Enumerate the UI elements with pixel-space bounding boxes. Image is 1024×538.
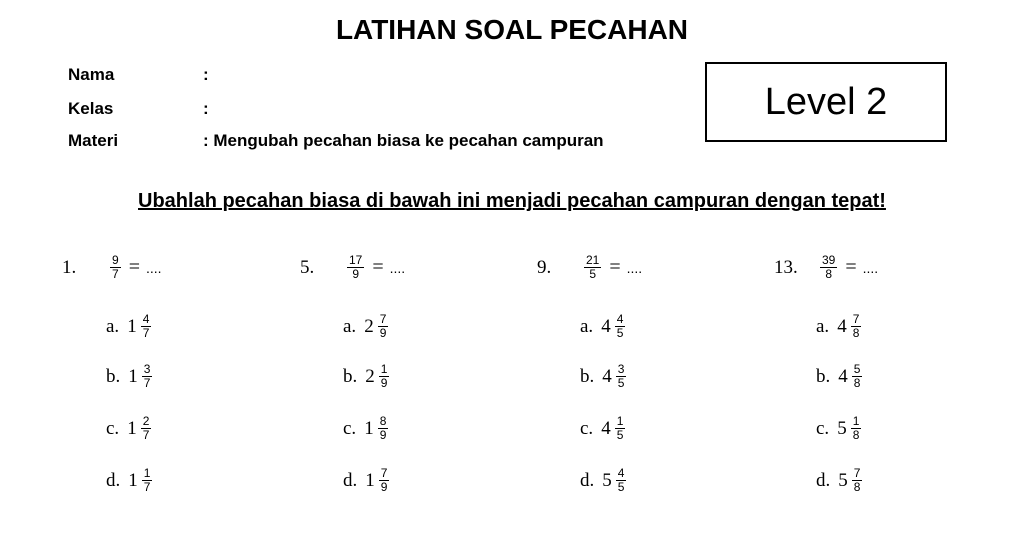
denominator: 5	[617, 480, 625, 494]
denominator: 5	[616, 428, 624, 442]
question-number: 13.	[774, 256, 798, 278]
numerator: 1	[143, 466, 151, 480]
answer-option[interactable]	[343, 415, 392, 442]
equals-sign: =	[372, 256, 384, 278]
option-whole-number: 4	[837, 315, 847, 337]
option-whole-number: 4	[838, 365, 848, 387]
worksheet-title: LATIHAN SOAL PECAHAN	[335, 14, 689, 45]
denominator: 9	[380, 480, 388, 494]
answer-option[interactable]	[580, 313, 629, 340]
option-whole-number: 1	[127, 315, 137, 337]
option-letter: c.	[816, 417, 830, 439]
option-whole-number: 5	[838, 469, 848, 491]
option-whole-number: 4	[601, 315, 611, 337]
option-whole-number: 1	[128, 365, 138, 387]
numerator: 39	[822, 253, 836, 267]
equals-sign: =	[609, 256, 621, 278]
option-letter: c.	[580, 417, 594, 439]
option-fraction	[616, 467, 627, 494]
option-fraction	[142, 467, 153, 494]
answer-option[interactable]	[106, 313, 155, 340]
denominator: 9	[352, 267, 360, 281]
answer-option[interactable]	[106, 415, 155, 442]
option-letter: b.	[343, 365, 358, 387]
option-whole-number: 5	[602, 469, 612, 491]
question	[774, 254, 878, 281]
numerator: 3	[143, 362, 151, 376]
numerator: 4	[142, 312, 150, 326]
option-fraction	[141, 415, 152, 442]
option-letter: a.	[816, 315, 830, 337]
numerator: 9	[112, 253, 119, 267]
denominator: 7	[142, 428, 150, 442]
option-fraction	[852, 467, 863, 494]
answer-option[interactable]	[816, 467, 866, 494]
option-whole-number: 4	[601, 417, 611, 439]
option-whole-number: 2	[364, 315, 374, 337]
option-fraction	[141, 313, 152, 340]
numerator: 7	[853, 466, 861, 480]
denominator: 7	[112, 267, 119, 281]
answer-option[interactable]	[343, 467, 393, 494]
answer-option[interactable]	[106, 467, 156, 494]
option-whole-number: 1	[127, 417, 137, 439]
question-fraction	[110, 254, 121, 281]
equals-sign: =	[845, 256, 857, 278]
denominator: 9	[379, 326, 387, 340]
denominator: 8	[852, 326, 860, 340]
field-label-materi: Materi	[68, 131, 119, 150]
option-fraction	[616, 363, 627, 390]
option-fraction	[378, 415, 389, 442]
option-fraction	[379, 467, 390, 494]
option-letter: d.	[106, 469, 121, 491]
numerator: 1	[616, 414, 624, 428]
question-fraction	[584, 254, 601, 281]
option-whole-number: 5	[837, 417, 847, 439]
option-letter: b.	[106, 365, 121, 387]
option-letter: a.	[580, 315, 594, 337]
field-label-nama: Nama	[68, 65, 115, 84]
option-letter: b.	[816, 365, 831, 387]
denominator: 8	[853, 376, 861, 390]
numerator: 5	[853, 362, 861, 376]
answer-option[interactable]	[343, 313, 392, 340]
equals-sign: =	[128, 256, 140, 278]
denominator: 7	[143, 376, 151, 390]
numerator: 3	[617, 362, 625, 376]
answer-option[interactable]	[343, 363, 393, 390]
field-value-nama: :	[203, 65, 209, 84]
question	[62, 254, 162, 281]
numerator: 7	[852, 312, 860, 326]
option-whole-number: 2	[365, 365, 375, 387]
denominator: 7	[143, 480, 151, 494]
question	[537, 254, 642, 281]
denominator: 9	[380, 376, 388, 390]
numerator: 7	[379, 312, 387, 326]
numerator: 7	[380, 466, 388, 480]
numerator: 1	[380, 362, 388, 376]
option-fraction	[379, 363, 390, 390]
option-fraction	[378, 313, 389, 340]
option-letter: d.	[580, 469, 595, 491]
question-number: 9.	[537, 256, 552, 278]
answer-blank: ....	[862, 259, 879, 276]
option-fraction	[142, 363, 153, 390]
question-number: 1.	[62, 256, 77, 278]
numerator: 4	[616, 312, 624, 326]
answer-option[interactable]	[580, 467, 630, 494]
field-value-materi: : Mengubah pecahan biasa ke pecahan campuran	[203, 131, 604, 150]
answer-blank: ....	[145, 259, 162, 276]
option-fraction	[851, 415, 862, 442]
denominator: 8	[852, 428, 860, 442]
option-fraction	[615, 313, 626, 340]
option-letter: d.	[816, 469, 831, 491]
numerator: 17	[349, 253, 363, 267]
question-fraction	[347, 254, 364, 281]
answer-blank: ....	[389, 259, 406, 276]
option-whole-number: 1	[364, 417, 374, 439]
answer-option[interactable]	[816, 313, 865, 340]
option-letter: c.	[343, 417, 357, 439]
answer-option[interactable]	[816, 363, 866, 390]
option-fraction	[615, 415, 626, 442]
numerator: 1	[852, 414, 860, 428]
option-fraction	[852, 363, 863, 390]
numerator: 2	[142, 414, 150, 428]
numerator: 8	[379, 414, 387, 428]
question	[300, 254, 405, 281]
answer-option[interactable]	[816, 415, 865, 442]
answer-option[interactable]	[580, 415, 629, 442]
numerator: 4	[617, 466, 625, 480]
answer-option[interactable]	[106, 363, 156, 390]
level-box: Level 2	[705, 62, 947, 142]
denominator: 7	[142, 326, 150, 340]
answer-option[interactable]	[580, 363, 630, 390]
instruction: Ubahlah pecahan biasa di bawah ini menjadi pecahan campuran dengan tepat!	[138, 190, 886, 212]
numerator: 21	[586, 253, 600, 267]
denominator: 5	[616, 326, 624, 340]
denominator: 5	[589, 267, 597, 281]
option-letter: b.	[580, 365, 595, 387]
option-letter: c.	[106, 417, 120, 439]
option-whole-number: 1	[365, 469, 375, 491]
denominator: 9	[379, 428, 387, 442]
question-number: 5.	[300, 256, 315, 278]
field-value-kelas: :	[203, 99, 209, 118]
denominator: 8	[853, 480, 861, 494]
denominator: 8	[825, 267, 833, 281]
option-letter: d.	[343, 469, 358, 491]
denominator: 5	[617, 376, 625, 390]
option-letter: a.	[106, 315, 120, 337]
answer-blank: ....	[626, 259, 643, 276]
field-label-kelas: Kelas	[68, 99, 114, 118]
option-whole-number: 4	[602, 365, 612, 387]
option-whole-number: 1	[128, 469, 138, 491]
option-fraction	[851, 313, 862, 340]
question-fraction	[820, 254, 837, 281]
option-letter: a.	[343, 315, 357, 337]
